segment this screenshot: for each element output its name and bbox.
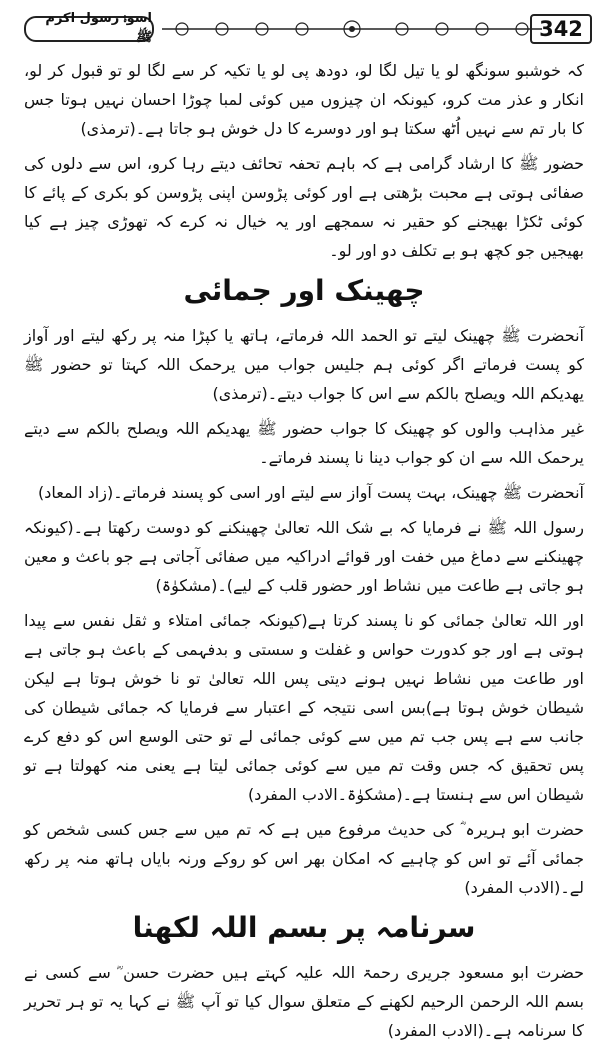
page-number: 342: [539, 17, 583, 41]
running-title: [24, 11, 154, 45]
paragraph: آنحضرت ﷺ چھینک، بہت پست آواز سے لیتے اور اسی کو پسند فرماتے۔(زاد المعاد): [38, 483, 584, 502]
paragraph: کہ خوشبو سونگھ لو یا تیل لگا لو، دودھ پی لو یا تکیہ کر سے لگا لو تو قبول کر لو، انکار و عذر مت کرو، کیونکہ ان چیزوں میں کوئی لمبا چوڑا احسان نہیں ہوتا جس کا بار تم سے نہیں اُٹھ سکتا ہو اور دوسرے کا دل خوش ہو جاتا ہے۔(ترمذی): [24, 61, 584, 138]
page-body: [24, 56, 584, 1040]
paragraph: حضور ﷺ کا ارشاد گرامی ہے کہ باہم تحفہ تحائف دیتے رہا کرو، اس سے دلوں کی صفائی ہوتی ہے محبت بڑھتی ہے اور کوئی پڑوسن اپنی پڑوسن کو بکری کے پائے کا کوئی ٹکڑا بھیجنے کو حقیر نہ سمجھے اور یہ خیال نہ کرے کہ تھوڑی چیز ہے کیا بھیجیں جو کچھ ہو بے تکلف دو اور لو۔: [24, 154, 584, 260]
paragraph: حضرت ابو مسعود جریری رحمۃ اللہ علیہ کہتے ہیں حضرت حسن ؓ سے کسی نے بسم اللہ الرحمن الرحیم لکھنے کے متعلق سوال کیا تو آپ ﷺ نے کہا یہ تو ہر تحریر کا سرنامہ ہے۔(الادب المفرد): [24, 963, 584, 1040]
paragraph: رسول اللہ ﷺ نے فرمایا کہ بے شک اللہ تعالیٰ چھینکنے کو دوست رکھتا ہے۔(کیونکہ چھینکنے سے دماغ میں خفت اور قوائے ادراکیہ میں صفائی آجاتی ہے جو باعث و معین ہو جاتی ہے طاعت میں نشاط اور حضور قلب کے لیے)۔(مشکوٰۃ): [24, 518, 584, 595]
header-ornament-icon: [162, 18, 542, 40]
section-heading-sneeze-yawn: چھینک اور جمائی: [183, 274, 425, 307]
paragraph: حضرت ابو ہریرہ ؓ کی حدیث مرفوع میں ہے کہ تم میں سے جس کسی شخص کو جمائی آئے تو اس کو چاہیے کہ امکان بھر اس کو روکے ورنہ بایاں ہاتھ منہ پر رکھ لے۔(الادب المفرد): [24, 820, 584, 897]
page-header: [24, 11, 592, 45]
section-heading-bismillah: سرنامہ پر بسم اللہ لکھنا: [132, 911, 476, 944]
paragraph: غیر مذاہب والوں کو چھینک کا جواب حضور ﷺ یھدیکم اللہ ویصلح بالکم سے دیتے یرحمک اللہ سے ان کو جواب دینا نا پسند فرماتے۔: [24, 419, 584, 467]
running-title-text: اسوۂ رسول اکرم ﷺ: [45, 11, 152, 45]
paragraph: آنحضرت ﷺ چھینک لیتے تو الحمد اللہ فرماتے، ہاتھ یا کپڑا منہ پر رکھ لیتے اور آواز کو پست فرماتے اگر کوئی ہم جلیس جواب میں یرحمک اللہ کہتا تو حضور ﷺ یھدیکم اللہ ویصلح بالکم سے اس کا جواب دیتے۔(ترمذی): [24, 326, 584, 403]
page-number-box: [530, 14, 592, 44]
paragraph: اور اللہ تعالیٰ جمائی کو نا پسند کرتا ہے(کیونکہ جمائی امتلاء و ثقل نفس سے پیدا ہوتی ہے اور جو کدورت حواس و غفلت و سستی و بدفہمی کے باعث ہو جاتی ہے اور طاعت میں نشاط نہیں ہونے دیتی پس اللہ تعالیٰ تو نا خوش ہوتا ہے لیکن شیطان خوش ہوتا ہے)بس اسی نتیجہ کے اعتبار سے فرمایا کہ جمائی شیطان کی جانب سے ہے پس جب تم میں سے کوئی جمائی لے تو حتی الوسع اس کو دفع کرے پس تحقیق کہ جس وقت تم میں سے کوئی جمائی لیتا ہے یعنی منہ کھولتا ہے تو شیطان اس سے ہنستا ہے۔(مشکوٰۃ۔الادب المفرد): [24, 611, 584, 804]
